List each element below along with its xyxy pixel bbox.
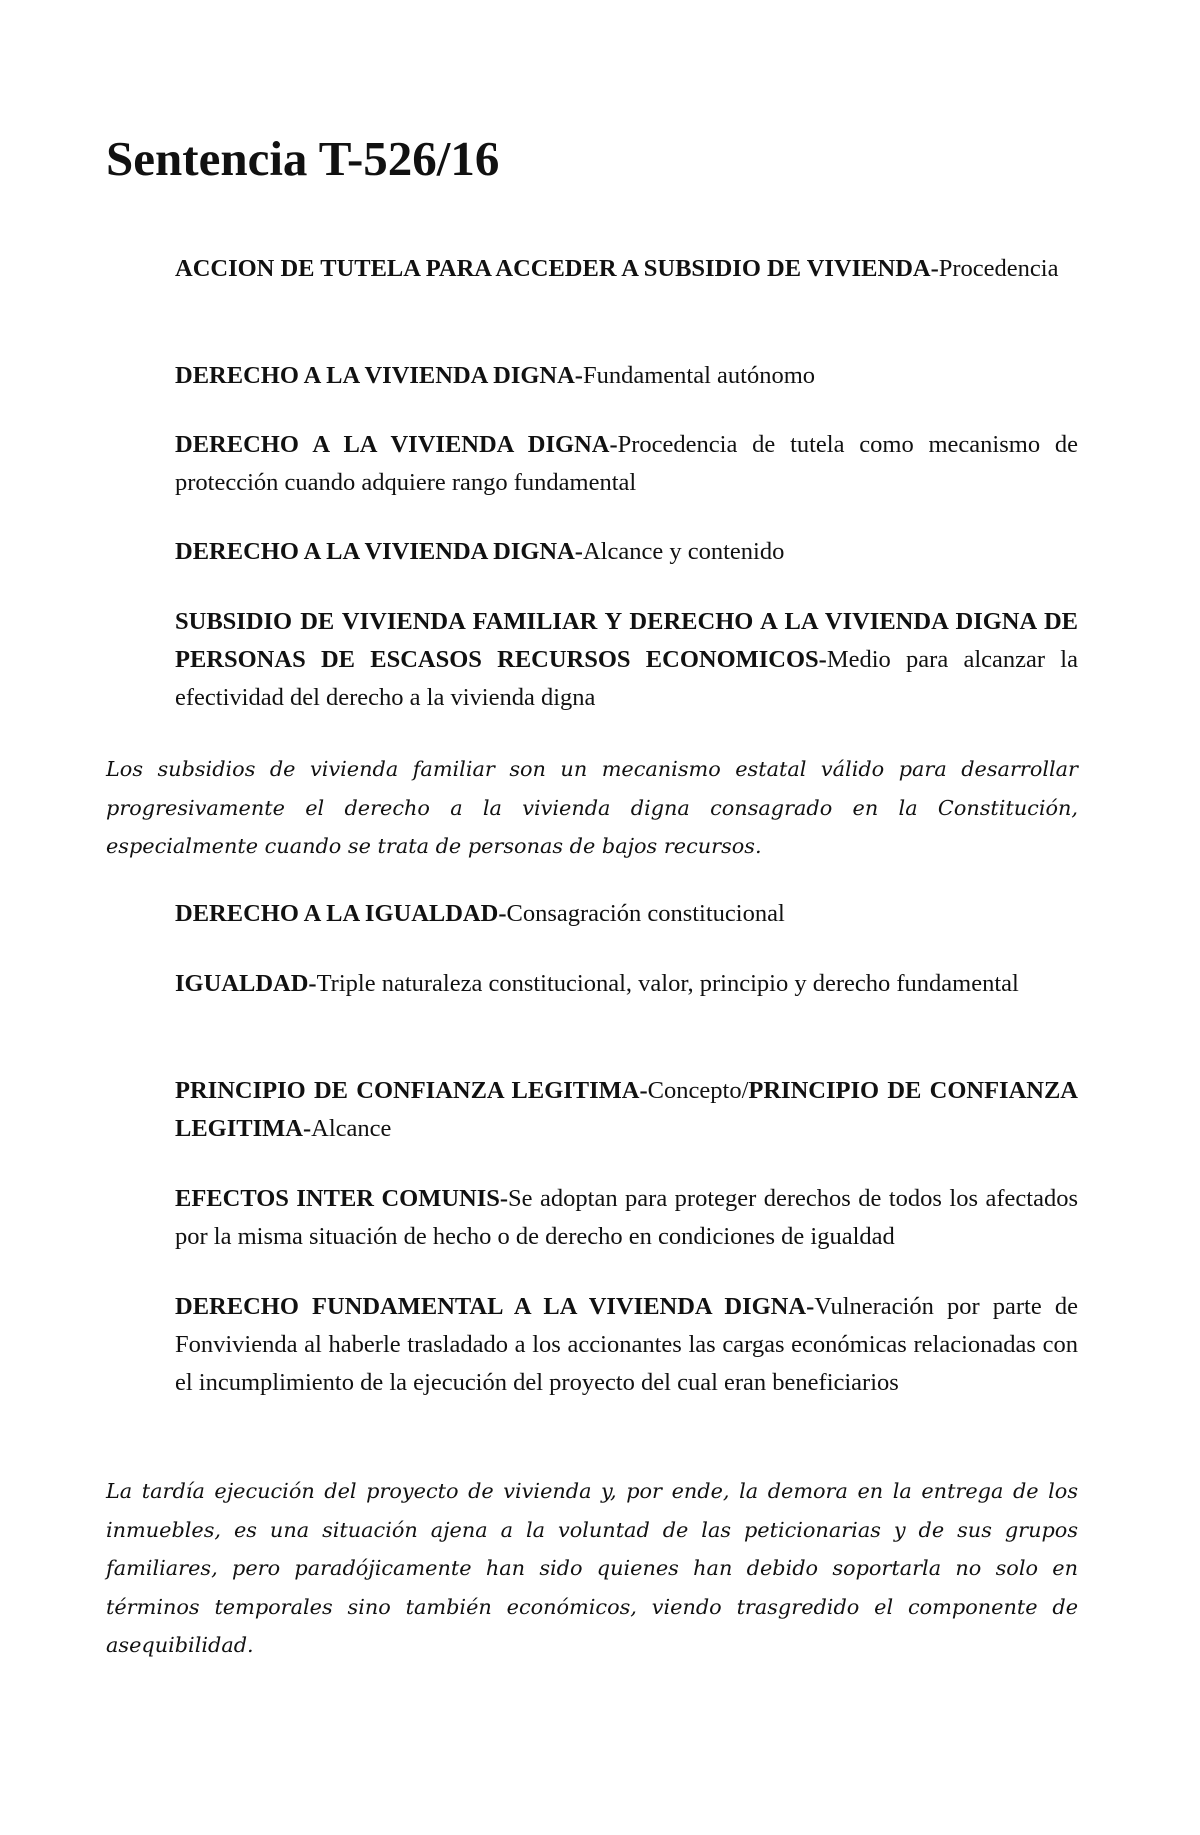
- descriptor-entry: [175, 1180, 1078, 1256]
- descriptor-text: Triple naturaleza constitucional, valor, principio y derecho fundamental: [316, 970, 1019, 997]
- italic-summary-paragraph: Los subsidios de vivienda familiar son un mecanismo estatal válido para desarrollar progresivamente el derecho a la vivienda digna consagrado en la Constitución, especialmente cuando se trata de personas de bajos recursos.: [106, 757, 1078, 858]
- descriptor-text: Concepto/: [647, 1077, 749, 1104]
- descriptor-text: Vulneración por parte de Fonvivienda al haberle trasladado a los accionantes las cargas económicas relacionadas con el incumplimiento de la ejecución del proyecto del cual eran beneficiarios: [175, 1293, 1078, 1396]
- descriptor-entry: [175, 965, 1078, 1003]
- descriptor-text: Consagración constitucional: [506, 900, 785, 927]
- descriptor-heading: SUBSIDIO DE VIVIENDA FAMILIAR Y DERECHO A LA VIVIENDA DIGNA DE PERSONAS DE ESCASOS RECURSOS ECONOMICOS-: [175, 608, 1078, 673]
- descriptor-heading: DERECHO A LA VIVIENDA DIGNA-: [175, 362, 583, 389]
- descriptor-text: Procedencia: [938, 255, 1059, 282]
- italic-summary-paragraph: La tardía ejecución del proyecto de vivienda y, por ende, la demora en la entrega de los inmuebles, es una situación ajena a la voluntad de las peticionarias y de sus grupos familiares, pero paradójicamente han sido quienes han debido soportarla no solo en términos temporales sino también económicos, viendo trasgredido el componente de asequibilidad.: [106, 1479, 1078, 1657]
- descriptor-text: Fundamental autónomo: [582, 362, 816, 389]
- descriptor-heading: EFECTOS INTER COMUNIS-: [175, 1185, 509, 1212]
- descriptor-heading: IGUALDAD-: [175, 970, 317, 997]
- descriptor-entry: [175, 250, 1078, 288]
- descriptor-heading: DERECHO A LA VIVIENDA DIGNA-: [175, 431, 618, 458]
- descriptor-text: Alcance: [311, 1115, 392, 1142]
- descriptor-entry: [175, 533, 1078, 571]
- document-title: Sentencia T-526/16: [106, 131, 500, 186]
- descriptor-entry: [175, 426, 1078, 502]
- descriptor-heading: PRINCIPIO DE CONFIANZA LEGITIMA-: [175, 1077, 648, 1104]
- descriptor-heading: ACCION DE TUTELA PARA ACCEDER A SUBSIDIO DE VIVIENDA-: [175, 255, 939, 282]
- descriptor-heading: DERECHO FUNDAMENTAL A LA VIVIENDA DIGNA-: [175, 1293, 815, 1320]
- descriptor-heading: PRINCIPIO DE CONFIANZA LEGITIMA-: [175, 1077, 1079, 1142]
- descriptor-text: Procedencia de tutela como mecanismo de protección cuando adquiere rango fundamental: [175, 431, 1078, 496]
- descriptor-entry: [175, 603, 1078, 717]
- descriptor-entry: [175, 1288, 1078, 1402]
- descriptor-entry: [175, 1072, 1078, 1148]
- descriptor-text: Medio para alcanzar la efectividad del derecho a la vivienda digna: [175, 646, 1078, 711]
- descriptor-text: Alcance y contenido: [582, 538, 785, 565]
- descriptor-heading: DERECHO A LA VIVIENDA DIGNA-: [175, 538, 583, 565]
- descriptor-entry: [175, 357, 1078, 395]
- descriptor-text: Se adoptan para proteger derechos de todos los afectados por la misma situación de hecho o de derecho en condiciones de igualdad: [175, 1185, 1078, 1250]
- descriptor-entry: [175, 895, 1078, 933]
- descriptor-heading: DERECHO A LA IGUALDAD-: [175, 900, 507, 927]
